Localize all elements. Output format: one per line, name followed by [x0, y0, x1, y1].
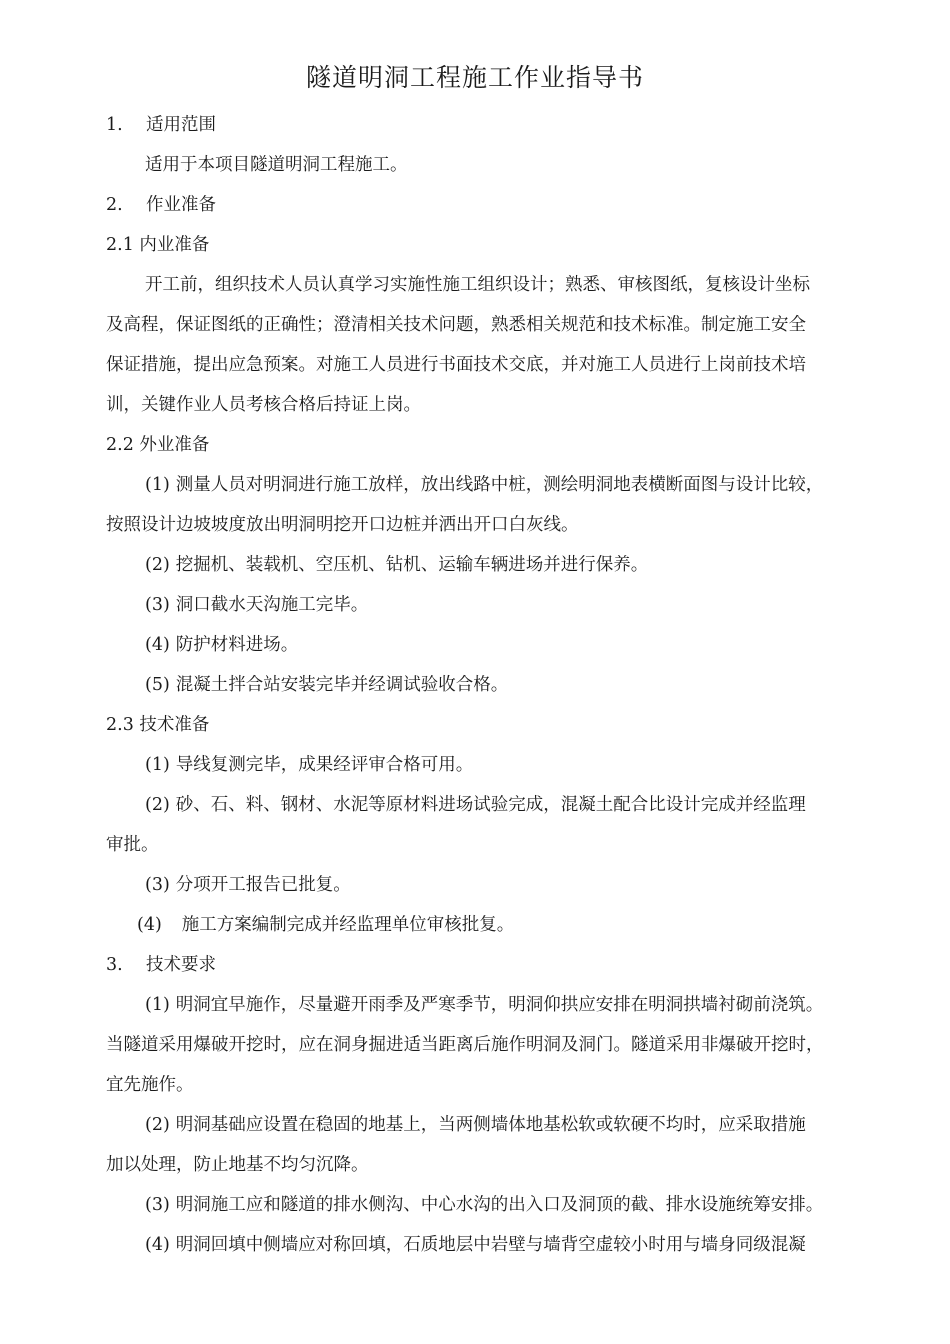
item-number: (1) — [145, 995, 170, 1015]
list-item — [137, 913, 514, 937]
item-number: (5) — [145, 675, 170, 695]
list-item — [145, 793, 806, 817]
section-title: 技术要求 — [146, 955, 216, 975]
item-number: (3) — [145, 595, 170, 615]
section-number: 1. — [106, 115, 123, 135]
subsection-2-1-heading: 2.1 内业准备 — [106, 235, 210, 255]
paragraph: 适用于本项目隧道明洞工程施工。 — [145, 155, 408, 175]
list-item — [145, 873, 351, 897]
list-item-continuation: 审批。 — [106, 835, 159, 855]
list-item — [145, 553, 648, 577]
item-number: (4) — [137, 915, 162, 935]
list-item — [145, 473, 823, 497]
item-text: 测量人员对明洞进行施工放样，放出线路中桩，测绘明洞地表横断面图与设计比较， — [175, 475, 824, 495]
list-item — [145, 1193, 823, 1217]
section-2-heading — [106, 193, 216, 217]
list-item-continuation: 按照设计边坡坡度放出明洞明挖开口边桩并洒出开口白灰线。 — [106, 515, 579, 535]
paragraph-line: 保证措施，提出应急预案。对施工人员进行书面技术交底，并对施工人员进行上岗前技术培 — [106, 355, 806, 375]
item-number: (4) — [145, 1235, 170, 1255]
list-item-continuation: 宜先施作。 — [106, 1075, 194, 1095]
item-number: (1) — [145, 755, 170, 775]
subsection-2-3-heading: 2.3 技术准备 — [106, 715, 210, 735]
item-text: 明洞施工应和隧道的排水侧沟、中心水沟的出入口及洞顶的截、排水设施统筹安排。 — [175, 1195, 824, 1215]
item-text: 混凝土拌合站安装完毕并经调试验收合格。 — [175, 675, 509, 695]
item-text: 防护材料进场。 — [175, 635, 299, 655]
item-number: (2) — [145, 795, 170, 815]
item-text: 明洞基础应设置在稳固的地基上，当两侧墙体地基松软或软硬不均时，应采取措施 — [175, 1115, 806, 1135]
item-text: 明洞回填中侧墙应对称回填，石质地层中岩壁与墙背空虚较小时用与墙身同级混凝 — [175, 1235, 806, 1255]
item-text: 挖掘机、装载机、空压机、钻机、运输车辆进场并进行保养。 — [175, 555, 649, 575]
section-title: 适用范围 — [146, 115, 216, 135]
item-text: 明洞宜早施作，尽量避开雨季及严寒季节，明洞仰拱应安排在明洞拱墙衬砌前浇筑。 — [175, 995, 824, 1015]
paragraph-line: 开工前，组织技术人员认真学习实施性施工组织设计；熟悉、审核图纸，复核设计坐标 — [145, 275, 810, 295]
list-item — [145, 753, 473, 777]
section-1-heading — [106, 113, 216, 137]
item-text: 施工方案编制完成并经监理单位审核批复。 — [181, 915, 515, 935]
item-number: (3) — [145, 1195, 170, 1215]
subsection-2-2-heading: 2.2 外业准备 — [106, 435, 210, 455]
list-item — [145, 673, 508, 697]
paragraph-line: 及高程，保证图纸的正确性；澄清相关技术问题，熟悉相关规范和技术标准。制定施工安全 — [106, 315, 806, 335]
list-item — [145, 593, 368, 617]
section-number: 3. — [106, 955, 123, 975]
item-number: (2) — [145, 1115, 170, 1135]
item-number: (4) — [145, 635, 170, 655]
item-number: (3) — [145, 875, 170, 895]
item-text: 砂、石、料、钢材、水泥等原材料进场试验完成，混凝土配合比设计完成并经监理 — [175, 795, 806, 815]
list-item — [145, 993, 823, 1017]
section-number: 2. — [106, 195, 123, 215]
paragraph-line: 训，关键作业人员考核合格后持证上岗。 — [106, 395, 421, 415]
item-number: (2) — [145, 555, 170, 575]
section-title: 作业准备 — [146, 195, 216, 215]
list-item-continuation: 当隧道采用爆破开挖时，应在洞身掘进适当距离后施作明洞及洞门。隧道采用非爆破开挖时， — [106, 1035, 824, 1055]
item-text: 分项开工报告已批复。 — [175, 875, 351, 895]
item-number: (1) — [145, 475, 170, 495]
list-item — [145, 633, 298, 657]
item-text: 洞口截水天沟施工完毕。 — [175, 595, 369, 615]
list-item-continuation: 加以处理，防止地基不均匀沉降。 — [106, 1155, 369, 1175]
list-item — [145, 1113, 806, 1137]
section-3-heading — [106, 953, 216, 977]
item-text: 导线复测完毕，成果经评审合格可用。 — [175, 755, 474, 775]
document-title: 隧道明洞工程施工作业指导书 — [305, 63, 644, 92]
list-item — [145, 1233, 806, 1257]
